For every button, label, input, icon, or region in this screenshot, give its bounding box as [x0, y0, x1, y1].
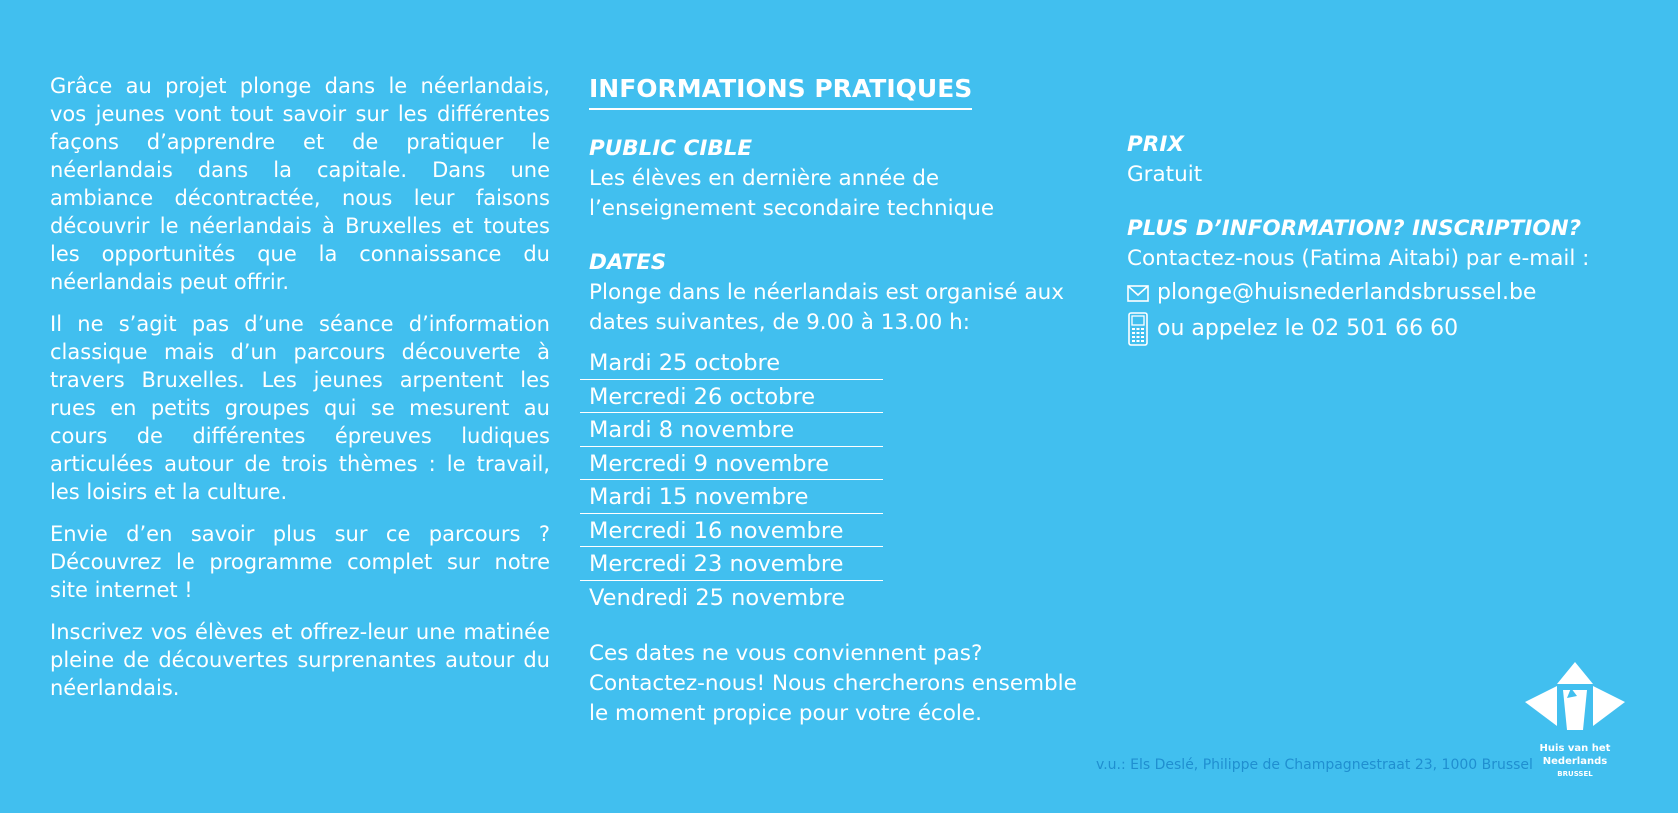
section-title: INFORMATIONS PRATIQUES	[589, 72, 972, 110]
publisher-footer: v.u.: Els Deslé, Philippe de Champagnestraat 23, 1000 Brussel	[1096, 757, 1533, 773]
contact-text: Contactez-nous (Fatima Aitabi) par e-mail :	[1127, 246, 1590, 271]
dates-list	[589, 346, 883, 613]
public-text: Les élèves en dernière année de l’enseignement secondaire technique	[589, 166, 995, 221]
email-link[interactable]: plonge@huisnederlandsbrussel.be	[1157, 280, 1537, 305]
dates-heading: DATES	[589, 250, 667, 275]
price-value: Gratuit	[1127, 162, 1203, 187]
phone-text: ou appelez le 02 501 66 60	[1157, 316, 1459, 341]
logo-line-1: Huis van het	[1539, 743, 1611, 754]
public-heading: PUBLIC CIBLE	[589, 136, 753, 161]
envelope-icon	[1127, 285, 1149, 302]
date-item: Vendredi 25 novembre	[589, 584, 846, 611]
intro-column	[50, 72, 550, 716]
contact-heading: PLUS D’INFORMATION? INSCRIPTION?	[1127, 216, 1582, 241]
date-item: Mardi 8 novembre	[580, 413, 883, 447]
intro-paragraph-1: Grâce au projet plonge dans le néerlandais, vos jeunes vont tout savoir sur les différentes façons d’apprendre et de pratiquer le néerlandais dans la capitale. Dans une ambiance décontractée, nous leur faisons découvrir le néerlandais à Bruxelles et toutes les opportunités que la connaissance du néerlandais peut offrir.	[50, 74, 550, 294]
date-item: Mardi 25 octobre	[580, 346, 883, 380]
intro-paragraph-3: Envie d’en savoir plus sur ce parcours ? Découvrez le programme complet sur notre site internet !	[50, 522, 550, 602]
intro-paragraph-4: Inscrivez vos élèves et offrez-leur une matinée pleine de découvertes surprenantes autour du néerlandais.	[50, 620, 550, 700]
logo	[1523, 660, 1627, 781]
practical-info-column	[589, 72, 1089, 729]
date-item: Mercredi 23 novembre	[580, 547, 883, 581]
logo-icon	[1523, 660, 1627, 736]
contact-column	[1127, 130, 1647, 346]
date-item: Mercredi 26 octobre	[580, 380, 883, 414]
dates-text: Plonge dans le néerlandais est organisé aux dates suivantes, de 9.00 à 13.00 h:	[589, 280, 1064, 335]
intro-paragraph-2: Il ne s’agit pas d’une séance d’information classique mais d’un parcours découverte à travers Bruxelles. Les jeunes arpentent les rues en petits groupes qui se mesurent au cours de différentes épreuves ludiques articulées autour de trois thèmes : le travail, les loisirs et la culture.	[50, 312, 550, 504]
phone-line	[1127, 312, 1647, 346]
date-item: Mardi 15 novembre	[580, 480, 883, 514]
logo-line-2: Nederlands	[1542, 756, 1608, 767]
email-line[interactable]	[1127, 278, 1647, 308]
price-heading: PRIX	[1127, 132, 1184, 157]
closing-text: Ces dates ne vous conviennent pas? Contactez-nous! Nous chercherons ensemble le moment propice pour votre école.	[589, 641, 1077, 726]
date-item: Mercredi 16 novembre	[580, 514, 883, 548]
phone-icon	[1127, 312, 1149, 346]
logo-text	[1523, 742, 1627, 781]
logo-line-3: BRUSSEL	[1557, 770, 1593, 778]
date-item: Mercredi 9 novembre	[580, 447, 883, 481]
